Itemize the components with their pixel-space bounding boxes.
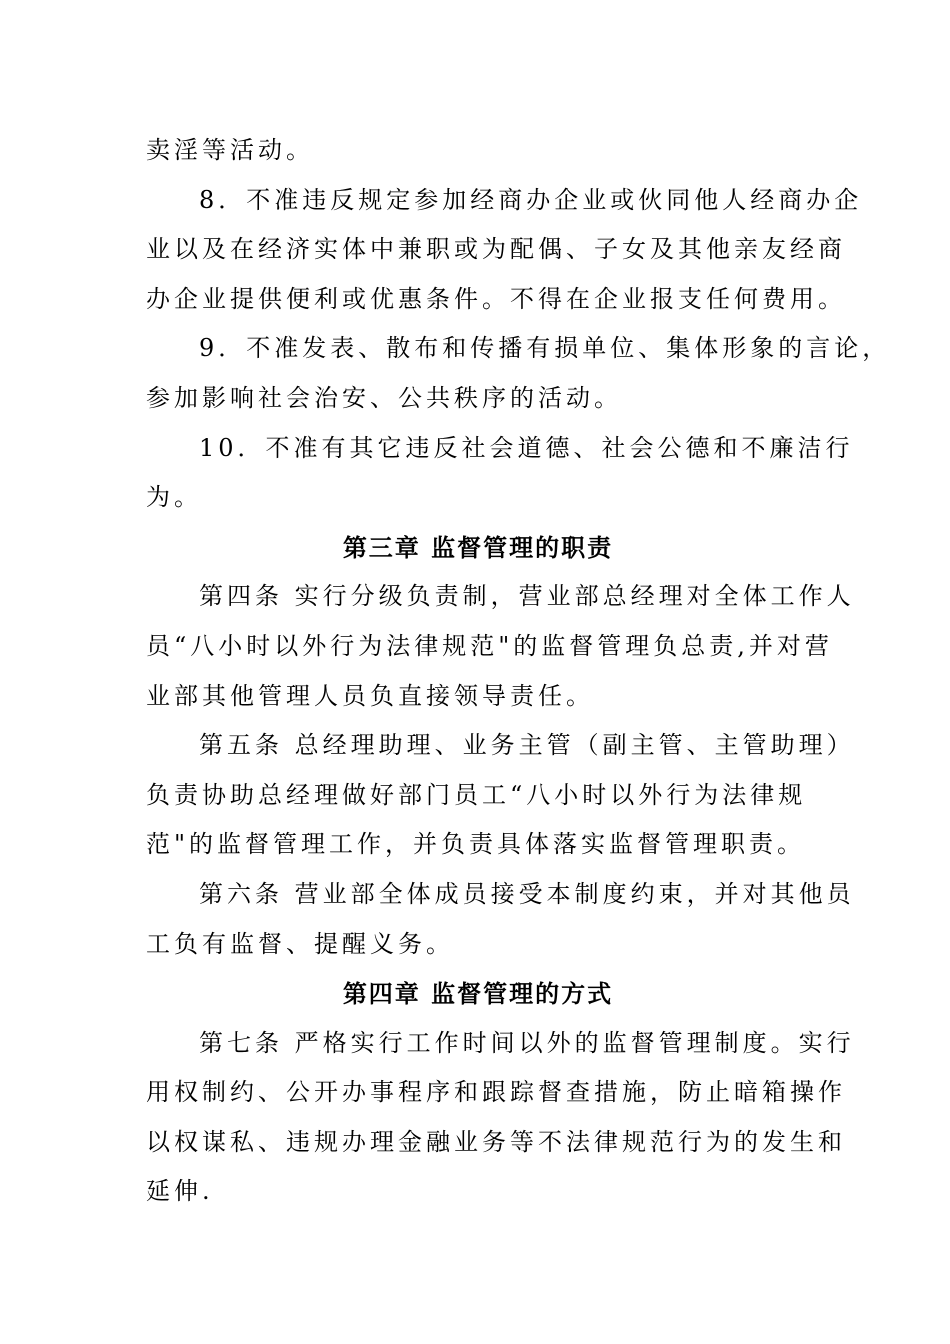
text-line: 员“八小时以外行为法律规范"的监督管理负总责,并对营	[146, 631, 833, 660]
paragraph-item-10	[146, 424, 854, 523]
text-line: 负责协助总经理做好部门员工“八小时以外行为法律规	[146, 780, 807, 809]
paragraph-item-9	[146, 324, 891, 423]
chapter-heading-4	[146, 969, 810, 1019]
text-line: 第七条 严格实行工作时间以外的监督管理制度。实行	[199, 1028, 855, 1057]
text-line: 第六条 营业部全体成员接受本制度约束，并对其他员	[199, 879, 855, 908]
text-line: 第四条 实行分级负责制，营业部总经理对全体工作人	[199, 582, 855, 611]
paragraph-item-8	[146, 176, 863, 325]
article-5	[146, 721, 855, 870]
text-line: 业以及在经济实体中兼职或为配偶、子女及其他亲友经商	[146, 235, 846, 264]
text-line: 范"的监督管理工作，并负责具体落实监督管理职责。	[146, 830, 806, 859]
text-line: 9．不准发表、散布和传播有损单位、集体形象的言论，	[199, 334, 891, 363]
paragraph-continuation	[146, 126, 810, 176]
chapter-title: 第四章 监督管理的方式	[342, 979, 614, 1009]
text-line: 延伸.	[146, 1177, 214, 1206]
text-line: 10．不准有其它违反社会道德、社会公德和不廉洁行	[199, 433, 854, 462]
document-page	[146, 126, 891, 1217]
text-line: 业部其他管理人员负直接领导责任。	[146, 681, 594, 710]
text-line: 办企业提供便利或优惠条件。不得在企业报支任何费用。	[146, 284, 846, 313]
text-line: 以权谋私、违规办理金融业务等不法律规范行为的发生和	[146, 1127, 846, 1156]
article-7	[146, 1019, 855, 1217]
article-4	[146, 572, 855, 721]
text-line: 为。	[146, 483, 202, 512]
chapter-title: 第三章 监督管理的职责	[342, 532, 614, 562]
text-line: 卖淫等活动。	[146, 136, 314, 164]
chapter-heading-3	[146, 523, 810, 573]
text-line: 参加影响社会治安、公共秩序的活动。	[146, 383, 622, 412]
text-line: 用权制约、公开办事程序和跟踪督查措施，防止暗箱操作	[146, 1078, 846, 1107]
text-line: 工负有监督、提醒义务。	[146, 929, 454, 958]
text-line: 8．不准违反规定参加经商办企业或伙同他人经商办企	[199, 185, 863, 214]
text-line: 第五条 总经理助理、业务主管（副主管、主管助理）	[199, 731, 855, 760]
article-6	[146, 870, 855, 969]
